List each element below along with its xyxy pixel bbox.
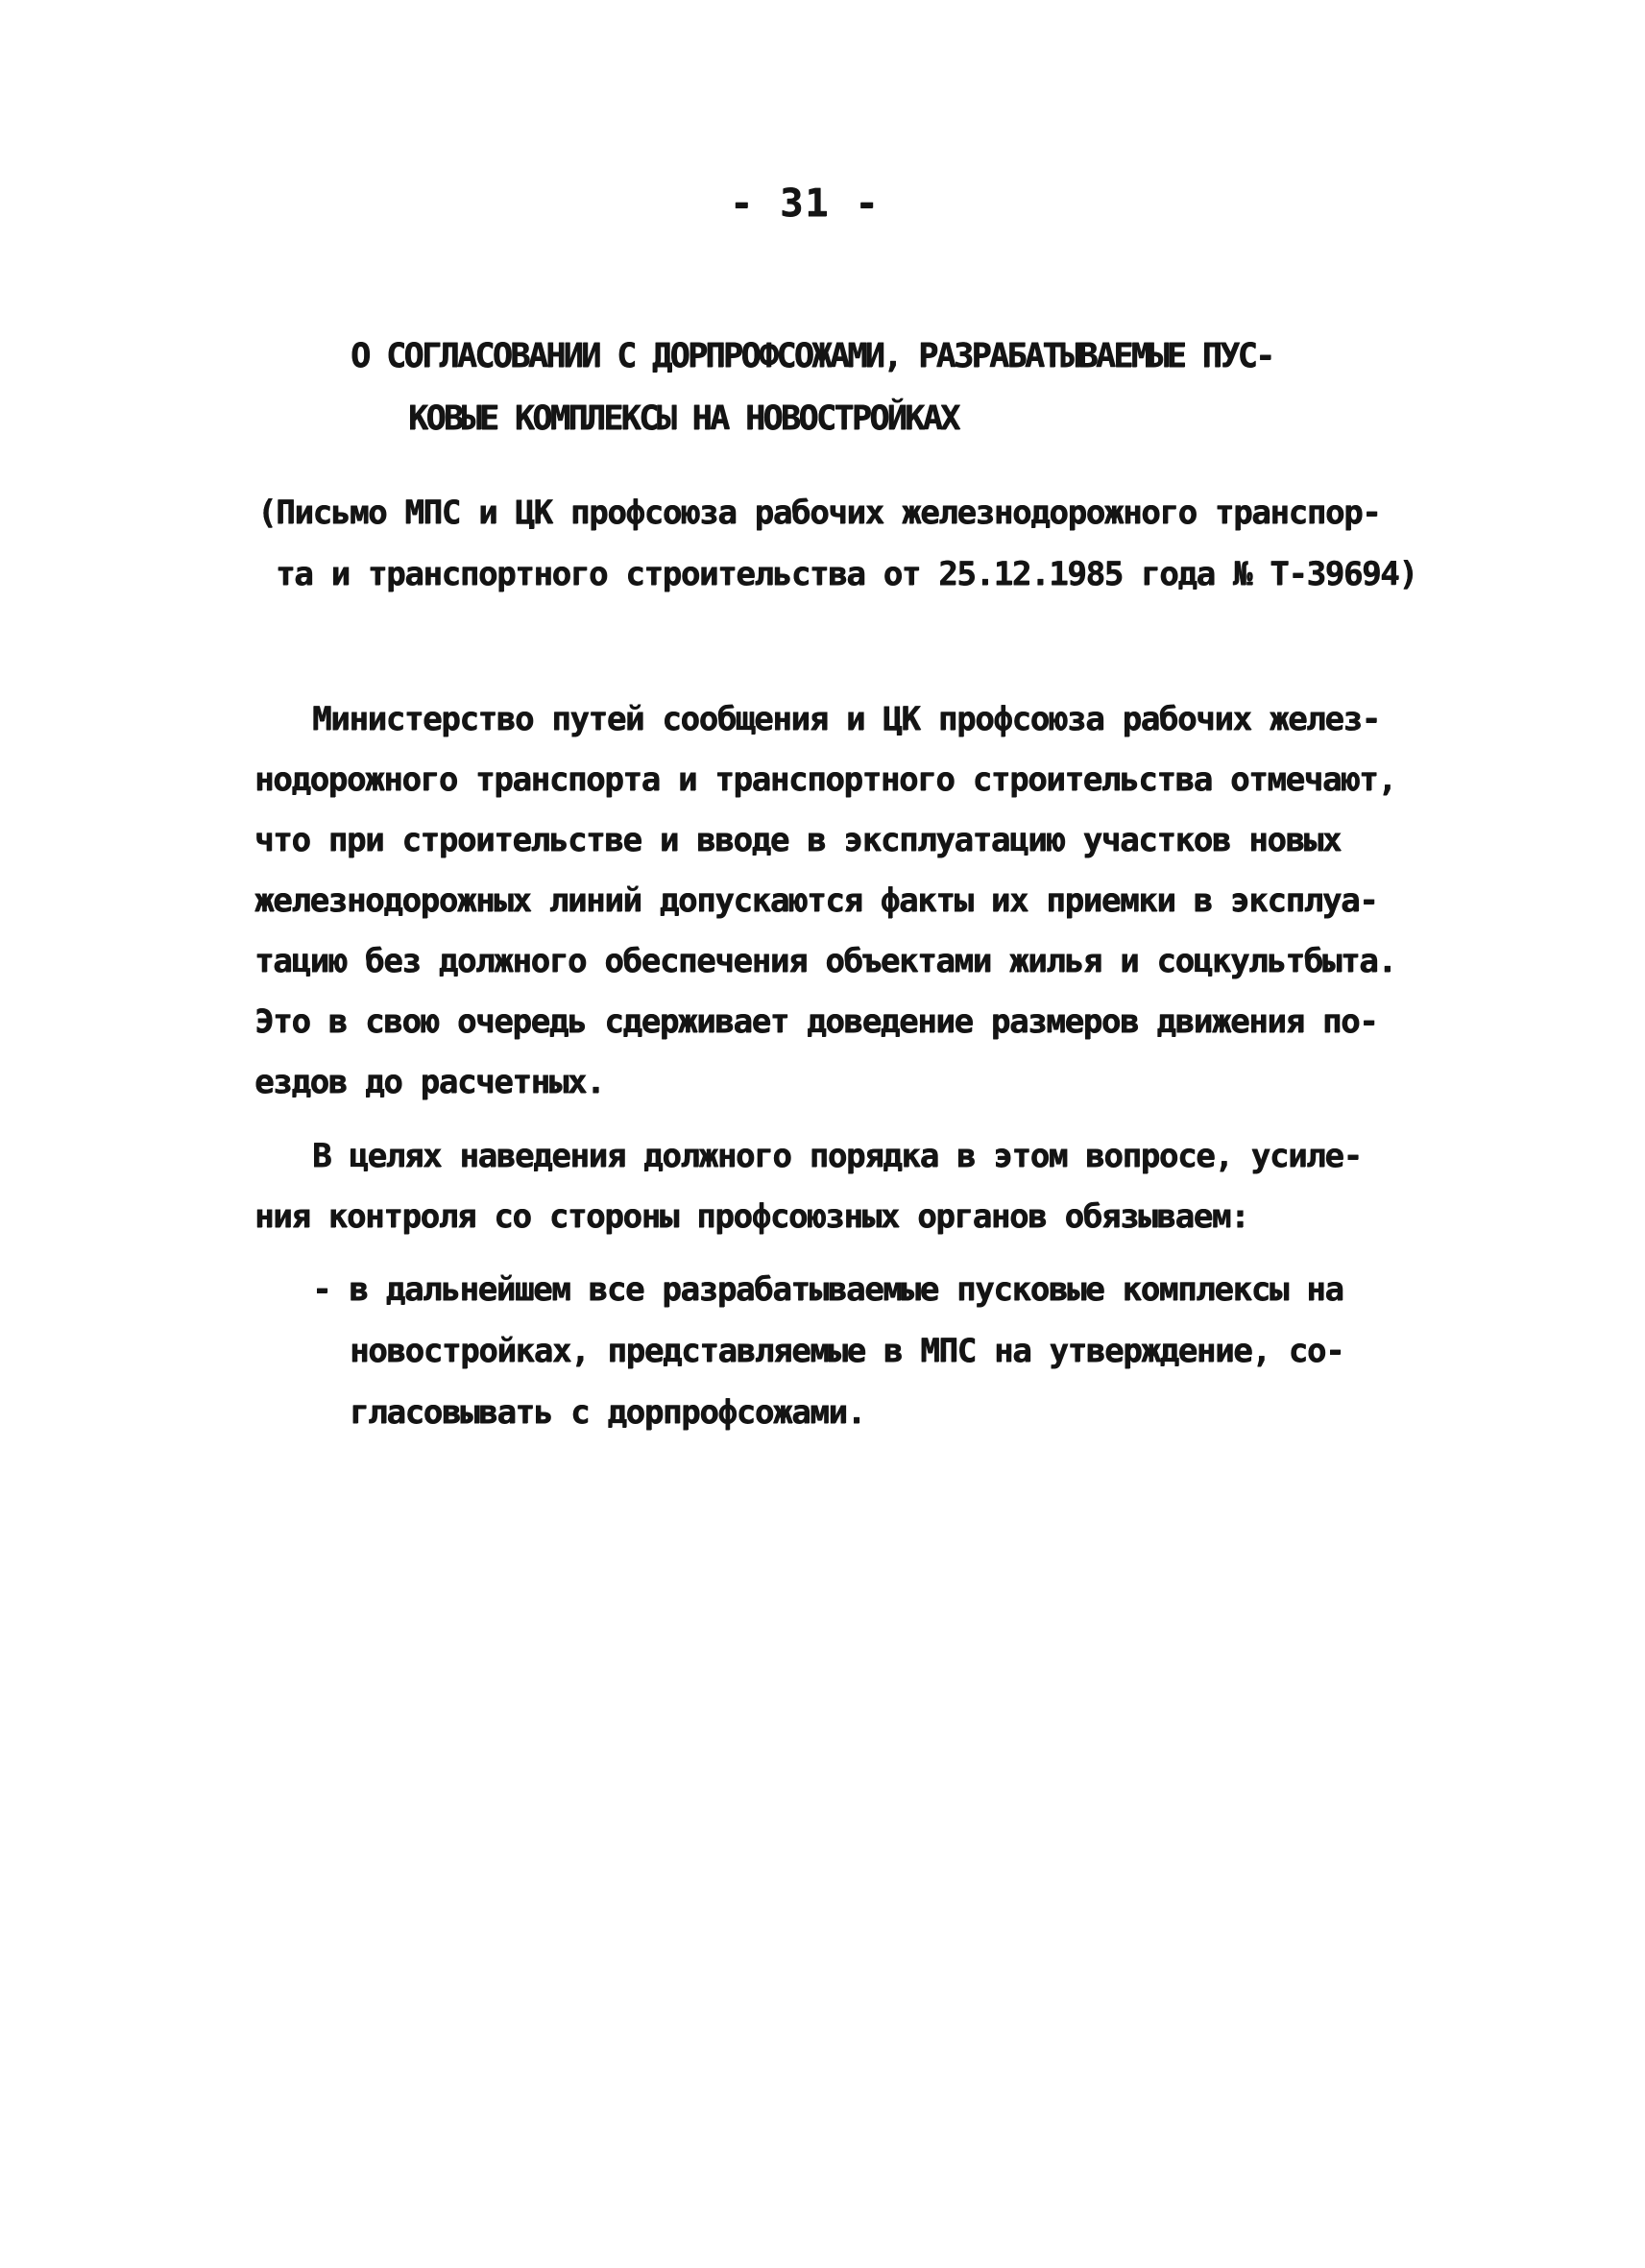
list-item-line: - в дальнейшем все разрабатываемые пусковые комплексы на [312, 1270, 1343, 1309]
source-line-2: та и транспортного строительства от 25.12.1985 года № Т-39694) [276, 555, 1417, 593]
paragraph-line: ния контроля со стороны профсоюзных органов обязываем: [254, 1197, 1249, 1236]
paragraph-line: железнодорожных линий допускаются факты их приемки в эксплуа- [254, 881, 1378, 920]
paragraph-line: что при строительстве и вводе в эксплуатацию участков новых [254, 821, 1342, 859]
paragraph-line: Министерство путей сообщения и ЦК профсоюза рабочих желез- [312, 700, 1380, 738]
list-item-line: новостройках, представляемые в МПС на утверждение, со- [350, 1332, 1344, 1370]
title-line-2: КОВЫЕ КОМПЛЕКСЫ НА НОВОСТРОЙКАХ [408, 399, 958, 438]
paragraph-line: ездов до расчетных. [254, 1063, 605, 1101]
title-line-1: О СОГЛАСОВАНИИ С ДОРПРОФСОЖАМИ, РАЗРАБАТЫВАЕМЫЕ ПУС- [351, 337, 1273, 375]
paragraph-line: тацию без должного обеспечения объектами жилья и соцкультбыта. [254, 942, 1396, 980]
paragraph-line: нодорожного транспорта и транспортного строительства отмечают, [254, 760, 1396, 799]
list-item-line: гласовывать с дорпрофсожами. [350, 1393, 865, 1432]
paragraph-line: В целях наведения должного порядка в этом вопросе, усиле- [312, 1137, 1362, 1175]
page-number: - 31 - [730, 181, 881, 226]
source-line-1: (Письмо МПС и ЦК профсоюза рабочих железнодорожного транспор- [257, 494, 1381, 532]
paragraph-line: Это в свою очередь сдерживает доведение размеров движения по- [254, 1002, 1378, 1041]
